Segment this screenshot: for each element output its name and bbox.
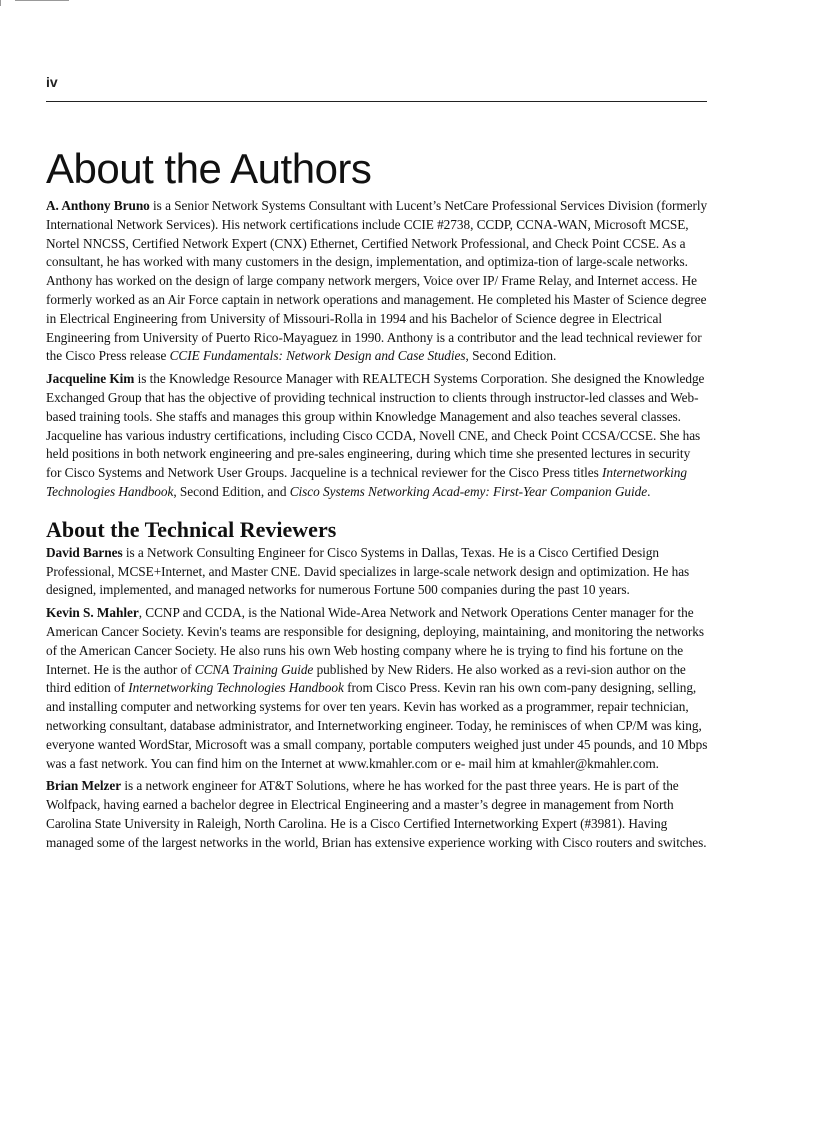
section-heading-reviewers: About the Technical Reviewers bbox=[46, 516, 337, 542]
reviewer-bio-barnes bbox=[46, 544, 708, 600]
book-title: Internetworking Technologies Handbook bbox=[46, 465, 687, 499]
reviewer-bio-mahler bbox=[46, 604, 708, 773]
bio-text: published by New Riders. He also worked as a revi-sion author on the third edition of bbox=[46, 661, 686, 696]
bio-text: is the Knowledge Resource Manager with REALTECH Systems Corporation. She designed the Knowledge Exchanged Group that has the objective of providing technical instruction to clients through instructor-led classes and Web-based training tools. She staffs and manages this group within Knowledge Management and also teaches several classes. Jacqueline has various industry certifications, including Cisco CCDA, Novell CNE, and Check Point CCSA/CCSE. She has held positions in both network engineering and pre-sales engineering, during which time she presented lectures in security for Cisco Systems and Network User Groups. Jacqueline is a technical reviewer for the Cisco Press titles bbox=[46, 371, 705, 481]
book-title: Internetworking Technologies Handbook bbox=[128, 680, 344, 696]
bio-text: is a Senior Network Systems Consultant with Lucent’s NetCare Professional Services Division (formerly International Network Services). His network certifications include CCIE #2738, CCDP, CCNA-WAN, Microsoft MCSE, Nortel NNCSS, Certified Network Expert (CNX) Ethernet, Certified Network Professional, and Check Point CCSE. As a consultant, he has worked with many customers in the design, implementation, and optimiza-tion of large-scale networks. Anthony has worked on the design of large company network mergers, Voice over IP/ Frame Relay, and Internet access. He formerly worked as an Air Force captain in network operations and management. He completed his Master of Science degree in Electrical Engineering from University of Missouri-Rolla in 1994 and his Bachelor of Science degree in Electrical Engineering from University of Puerto Rico-Mayaguez in 1990. Anthony is a contributor and the lead technical reviewer for the Cisco Press release bbox=[46, 198, 708, 364]
book-title: CCNA Training Guide bbox=[194, 661, 314, 677]
bio-text: . bbox=[647, 483, 651, 499]
book-title: CCIE Fundamentals: Network Design and Case Studies bbox=[169, 348, 466, 364]
page-body bbox=[46, 143, 708, 857]
bio-text: from Cisco Press. Kevin ran his own com-pany designing, selling, and installing computer and networking systems for over ten years. Kevin has worked as a programmer, repair technician, networking consultant, database administrator, and Internetworking engineer. Today, he reminisces of when CP/M was king, everyone wanted WordStar, Microsoft was a small company, portable computers weighed just under 45 pounds, and 10 Mbps was a fast network. You can find him on the Internet at www.kmahler.com or e- mail him at kmahler@kmahler.com. bbox=[46, 680, 708, 771]
crop-mark bbox=[15, 0, 69, 1]
bio-text: , Second Edition, and bbox=[173, 483, 290, 499]
bio-text: , CCNP and CCDA, is the National Wide-Area Network and Network Operations Center manager for the American Cancer Society. Kevin's teams are responsible for designing, deploying, maintaining, and monitoring the networks of the American Cancer Society. He also runs his own Web hosting company where he is trying to find his fortune on the Internet. He is the author of bbox=[46, 605, 704, 677]
author-name: Jacqueline Kim bbox=[46, 371, 135, 387]
crop-mark-tick bbox=[0, 0, 1, 6]
reviewer-name: David Barnes bbox=[46, 544, 123, 560]
header-rule bbox=[46, 101, 707, 102]
author-bio-bruno bbox=[46, 197, 708, 366]
page-number: iv bbox=[46, 74, 58, 90]
book-title: Cisco Systems Networking Acad-emy: First-Year Companion Guide bbox=[289, 483, 648, 499]
reviewer-bio-melzer bbox=[46, 777, 708, 852]
reviewer-name: Brian Melzer bbox=[46, 778, 122, 794]
bio-text: is a Network Consulting Engineer for Cisco Systems in Dallas, Texas. He is a Cisco Certified Design Professional, MCSE+Internet, and Master CNE. David specializes in large-scale network design and optimization. He has designed, implemented, and managed networks for numerous Fortune 500 companies during the past 10 years. bbox=[46, 544, 690, 598]
author-name: A. Anthony Bruno bbox=[46, 198, 150, 213]
page-title: About the Authors bbox=[46, 145, 372, 192]
reviewer-name: Kevin S. Mahler bbox=[46, 605, 139, 621]
author-bio-kim bbox=[46, 370, 708, 502]
bio-text: , Second Edition. bbox=[465, 348, 557, 364]
bio-text: is a network engineer for AT&T Solutions, where he has worked for the past three years. He is part of the Wolfpack, having earned a bachelor degree in Electrical Engineering and a master’s degree in management from North Carolina State University in Raleigh, North Carolina. He is a Cisco Certified Internetworking Expert (#3981). Having managed some of the largest networks in the world, Brian has extensive experience working with Cisco routers and switches. bbox=[46, 778, 707, 850]
